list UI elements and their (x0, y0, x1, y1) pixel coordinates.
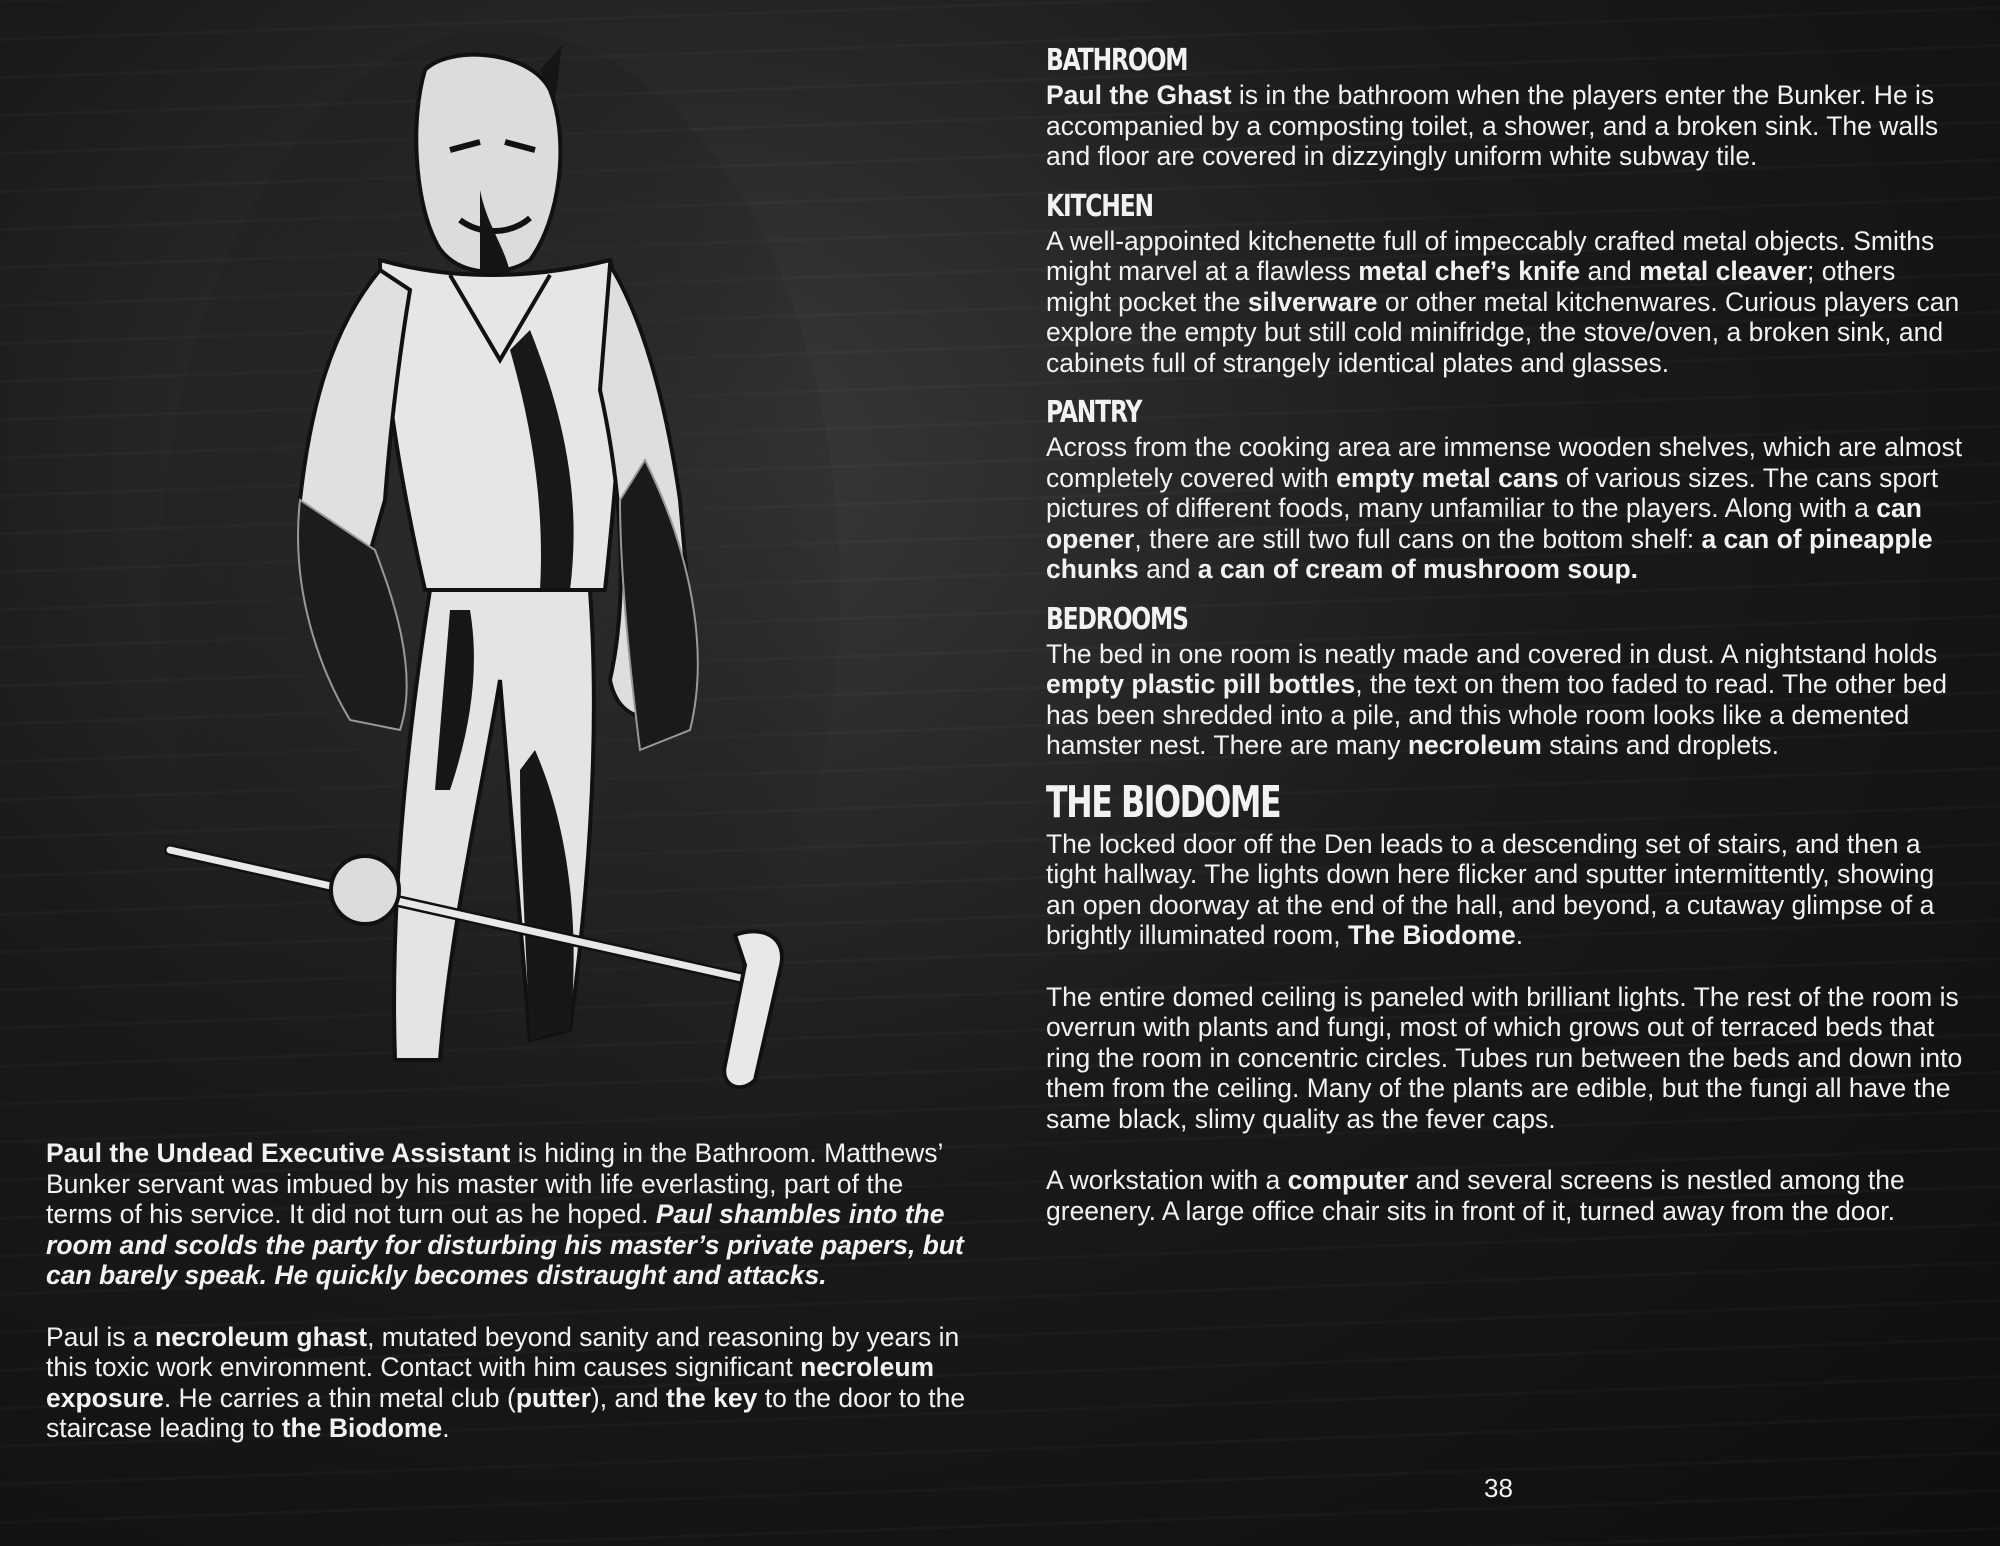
paul-stats-paragraph: Paul is a necroleum ghast, mutated beyond sanity and reasoning by years in this toxic work environment. Contact with him causes significant necroleum exposure. He carries a thin metal club (putter), and the key to the door to the staircase leading to the Biodome. (46, 1321, 966, 1443)
kitchen-heading: KITCHEN (1046, 188, 1153, 224)
biodome-intro-paragraph: The locked door off the Den leads to a descending set of stairs, and then a tight hallway. The lights down here flicker and sputter intermittently, showing an open doorway at the end of the hall, and beyond, a cutaway glimpse of a brightly illuminated room, The Biodome. (1046, 828, 1935, 950)
biodome-workstation-paragraph: A workstation with a computer and several screens is nestled among the greenery. A large office chair sits in front of it, turned away from the door. (1046, 1165, 1905, 1226)
bathroom-text: Paul the Ghast is in the bathroom when the players enter the Bunker. He is accompanied by a composting toilet, a shower, and a broken sink. The walls and floor are covered in dizzyingly uniform white subway tile. (1046, 80, 1939, 171)
bathroom-heading: BATHROOM (1046, 43, 1188, 78)
bunker-rooms-column (1046, 42, 1966, 1242)
bedrooms-heading: BEDROOMS (1046, 601, 1188, 637)
pantry-text: Across from the cooking area are immense wooden shelves, which are almost completely covered with empty metal cans of various sizes. The cans sport pictures of different foods, many unfamiliar to the players. Along with a can opener, there are still two full cans on the bottom shelf: a can of pineapple chunks and a can of cream of mushroom soup. (1046, 432, 1963, 584)
biodome-room-paragraph: The entire domed ceiling is paneled with brilliant lights. The rest of the room is overrun with plants and fungi, most of which grows out of terraced beds that ring the room in concentric circles. Tubes run between the beds and down into them from the ceiling. Many of the plants are edible, but the fungi all have the same black, slimy quality as the fever caps. (1046, 981, 1963, 1134)
bedrooms-text: The bed in one room is neatly made and covered in dust. A nightstand holds empty plastic pill bottles, the text on them too faded to read. The other bed has been shredded into a pile, and this whole room looks like a demented hamster nest. There are many necroleum stains and droplets. (1046, 638, 1947, 760)
biodome-heading: THE BIODOME (1046, 776, 1281, 828)
paul-intro-paragraph: Paul the Undead Executive Assistant is hiding in the Bathroom. Matthews’ Bunker servant was imbued by his master with life everlasting, part of the terms of his service. It did not turn out as he hoped. Paul shambles into the room and scolds the party for disturbing his master’s private papers, but can barely speak. He quickly becomes distraught and attacks. (46, 1138, 964, 1290)
pantry-heading: PANTRY (1046, 395, 1142, 430)
page-number: 38 (1484, 1473, 1513, 1503)
kitchen-text: A well-appointed kitchenette full of impeccably crafted metal objects. Smiths might marvel at a flawless metal chef’s knife and metal cleaver; others might pocket the silverware or other metal kitchenwares. Curious players can explore the empty but still cold minifridge, the stove/oven, a broken sink, and cabinets full of strangely identical plates and glasses. (1046, 225, 1960, 378)
undead-zombie-holding-putter-illustration (150, 30, 850, 1160)
paul-description (46, 1138, 976, 1475)
